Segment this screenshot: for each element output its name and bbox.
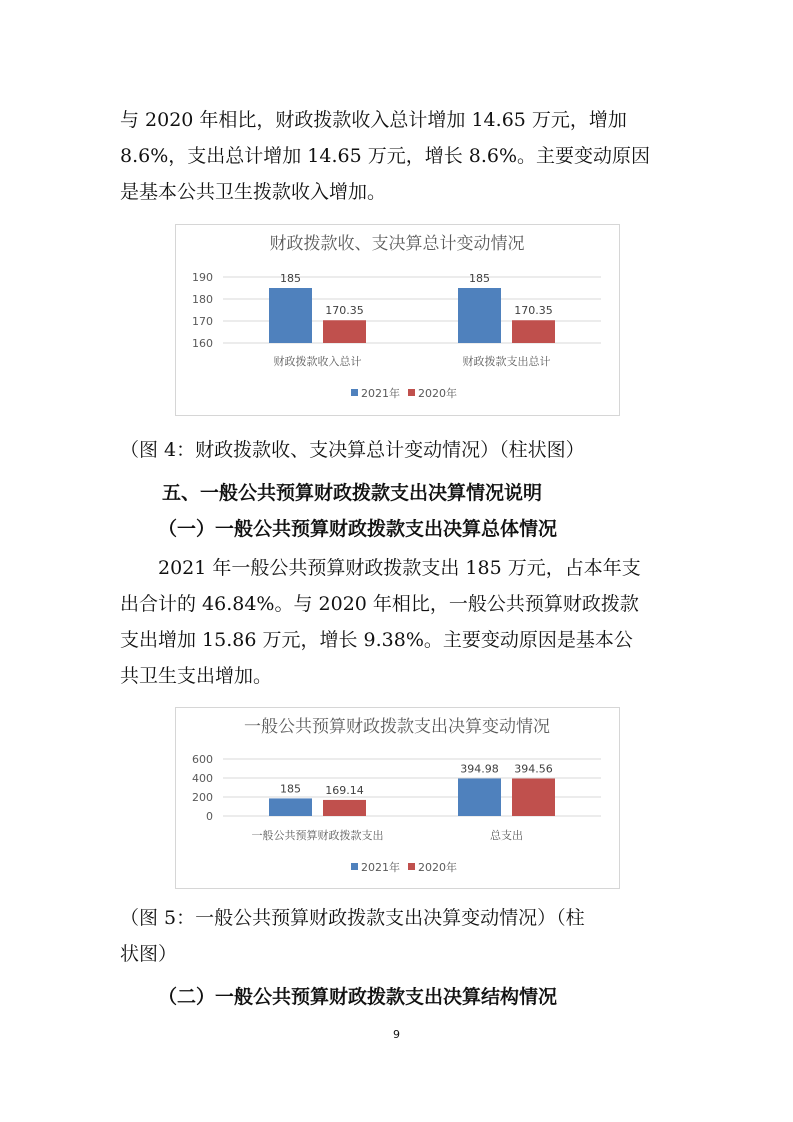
paragraph-income-comparison: [120, 102, 676, 210]
legend-label: 2021年: [361, 861, 400, 874]
text-line: 是基本公共卫生拨款收入增加。: [120, 181, 387, 203]
text-line: 出合计的 46.84%。与 2020 年相比，一般公共预算财政拨款: [120, 593, 639, 615]
chart-fiscal-total-svg: [176, 225, 619, 415]
figure-caption: [120, 432, 676, 468]
bar: [458, 288, 501, 343]
bar: [323, 800, 366, 816]
data-label: 170.35: [325, 304, 364, 318]
y-tick-label: 600: [192, 753, 213, 766]
y-tick-label: 180: [192, 293, 213, 306]
bar: [458, 778, 501, 816]
text-line: 共卫生支出增加。: [120, 665, 273, 687]
y-tick-label: 190: [192, 271, 213, 284]
caption-line: 状图）: [120, 943, 178, 965]
chart-general-budget-expenditure-svg: [176, 708, 619, 888]
section-heading: 五、一般公共预算财政拨款支出决算情况说明: [162, 482, 543, 504]
chart-title: 财政拨款收、支决算总计变动情况: [269, 234, 525, 254]
y-tick-label: 160: [192, 337, 213, 350]
data-label: 394.98: [460, 762, 499, 776]
data-label: 185: [469, 272, 490, 285]
x-category-label: 总支出: [490, 829, 523, 842]
chart-fiscal-total: [175, 224, 620, 416]
data-label: 185: [280, 782, 301, 796]
text-line: 与 2020 年相比，财政拨款收入总计增加 14.65 万元，增加: [120, 109, 627, 131]
legend-label: 2020年: [418, 861, 457, 874]
text-line: 8.6%，支出总计增加 14.65 万元，增长 8.6%。主要变动原因: [120, 145, 651, 167]
paragraph-expenditure-overview: [120, 550, 676, 694]
legend-label: 2020年: [418, 387, 457, 400]
subsection-heading: （二）一般公共预算财政拨款支出决算结构情况: [158, 986, 558, 1008]
text-line: 2021 年一般公共预算财政拨款支出 185 万元，占本年支: [158, 557, 641, 579]
data-label: 394.56: [514, 762, 553, 776]
x-category-label: 财政拨款收入总计: [273, 355, 362, 368]
bar: [512, 779, 555, 816]
y-tick-label: 170: [192, 315, 213, 328]
bar: [269, 798, 312, 816]
legend-label: 2021年: [361, 387, 400, 400]
legend-swatch: [408, 389, 415, 396]
chart-general-budget-expenditure: [175, 707, 620, 889]
y-tick-label: 0: [206, 810, 213, 823]
x-category-label: 财政拨款支出总计: [462, 355, 551, 368]
y-tick-label: 400: [192, 772, 213, 785]
legend-swatch: [408, 863, 415, 870]
bar: [512, 320, 555, 343]
data-label: 170.35: [514, 304, 553, 318]
bar: [323, 320, 366, 343]
caption-line: （图 5：一般公共预算财政拨款支出决算变动情况）（柱: [120, 907, 585, 929]
text-line: 支出增加 15.86 万元，增长 9.38%。主要变动原因是基本公: [120, 629, 633, 651]
figure-caption: [120, 900, 676, 972]
data-label: 185: [280, 272, 301, 285]
chart-title: 一般公共预算财政拨款支出决算变动情况: [244, 717, 550, 737]
x-category-label: 一般公共预算财政拨款支出: [251, 829, 384, 842]
y-tick-label: 200: [192, 791, 213, 804]
data-label: 169.14: [325, 783, 364, 797]
legend-swatch: [351, 863, 358, 870]
subsection-heading: （一）一般公共预算财政拨款支出决算总体情况: [158, 518, 558, 540]
caption-line: （图 4：财政拨款收、支决算总计变动情况）（柱状图）: [120, 439, 585, 461]
legend-swatch: [351, 389, 358, 396]
bar: [269, 288, 312, 343]
page-number: 9: [393, 1028, 400, 1041]
